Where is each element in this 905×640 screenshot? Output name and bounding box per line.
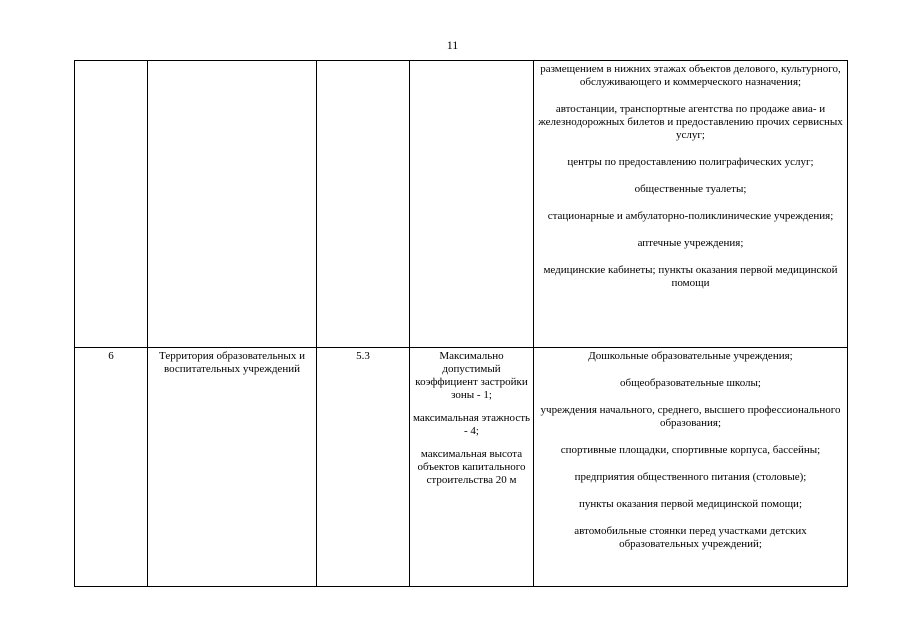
use-item: Дошкольные образовательные учреждения; bbox=[588, 350, 793, 362]
zoning-table bbox=[74, 60, 848, 587]
use-item: размещением в нижних этажах объектов делового, культурного, обслуживающего и коммерческого назначения; bbox=[540, 63, 841, 88]
use-item: медицинские кабинеты; пункты оказания первой медицинской помощи bbox=[543, 264, 838, 289]
use-item: аптечные учреждения; bbox=[637, 237, 744, 249]
building-params bbox=[410, 348, 534, 587]
cell-name-empty bbox=[148, 61, 317, 348]
cell-uses-continuation bbox=[534, 61, 848, 348]
cell-params-empty bbox=[410, 61, 534, 348]
use-item: автомобильные стоянки перед участками детских образовательных учреждений; bbox=[574, 525, 807, 550]
use-item: автостанции, транспортные агентства по продаже авиа- и железнодорожных билетов и предоставлению прочих сервисных услуг; bbox=[538, 103, 843, 141]
param-item: Максимально допустимый коэффициент застройки зоны - 1; bbox=[415, 350, 528, 401]
territory-name: Территория образовательных и воспитательных учреждений bbox=[148, 348, 317, 587]
table-row-continuation bbox=[75, 61, 848, 348]
row-number: 6 bbox=[75, 348, 148, 587]
use-item: общественные туалеты; bbox=[634, 183, 747, 195]
param-item: максимальная высота объектов капитального строительства 20 м bbox=[417, 448, 526, 486]
page-number: 11 bbox=[446, 38, 459, 52]
param-item: максимальная этажность - 4; bbox=[412, 412, 531, 437]
use-item: учреждения начального, среднего, высшего профессионального образования; bbox=[540, 404, 841, 429]
table-row-6 bbox=[75, 348, 848, 587]
use-item: общеобразовательные школы; bbox=[619, 377, 761, 389]
use-item: спортивные площадки, спортивные корпуса, бассейны; bbox=[560, 444, 821, 456]
cell-number-empty bbox=[75, 61, 148, 348]
use-item: центры по предоставлению полиграфических услуг; bbox=[567, 156, 814, 168]
use-item: пункты оказания первой медицинской помощи; bbox=[578, 498, 802, 510]
use-item: предприятия общественного питания (столовые); bbox=[574, 471, 807, 483]
permitted-uses bbox=[534, 348, 848, 587]
use-item: стационарные и амбулаторно-поликлинические учреждения; bbox=[547, 210, 834, 222]
territory-code: 5.3 bbox=[317, 348, 410, 587]
cell-code-empty bbox=[317, 61, 410, 348]
